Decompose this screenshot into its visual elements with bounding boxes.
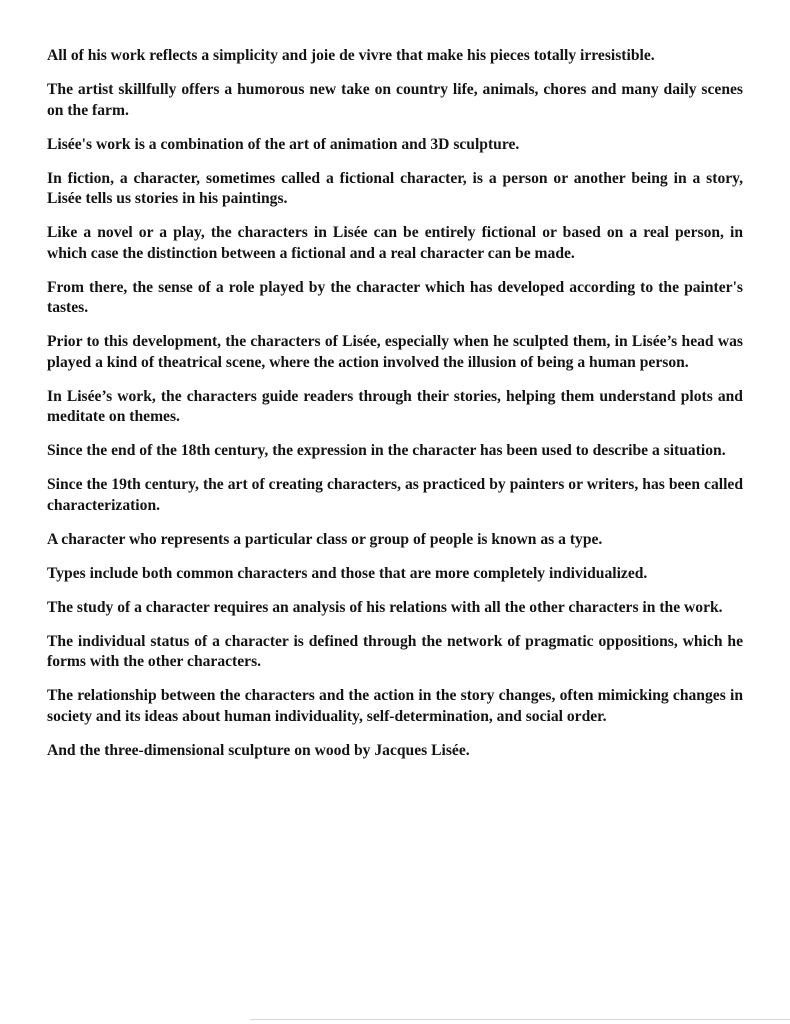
paragraph-4: In fiction, a character, sometimes called a fictional character, is a person or another being in a story, Lisée tells us stories in his paintings. [47,169,743,207]
paragraph-10: Since the 19th century, the art of creating characters, as practiced by painters or writers, has been called characterization. [47,476,743,514]
paragraph-13: The study of a character requires an analysis of his relations with all the other characters in the work. [47,598,723,616]
paragraph-12: Types include both common characters and those that are more completely individualized. [47,564,648,582]
paragraph-9: Since the end of the 18th century, the expression in the character has been used to describe a situation. [47,442,726,459]
paragraph-14: The individual status of a character is defined through the network of pragmatic oppositions, which he forms with the other characters. [47,632,743,670]
paragraph-6: From there, the sense of a role played by the character which has developed according to the painter's tastes. [47,278,743,316]
paragraph-7: Prior to this development, the characters of Lisée, especially when he sculpted them, in Lisée’s head was played a kind of theatrical scene, where the action involved the illusion of being a human person. [47,333,743,371]
paragraph-8: In Lisée’s work, the characters guide readers through their stories, helping them understand plots and meditate on themes. [47,387,743,425]
paragraph-1: All of his work reflects a simplicity and joie de vivre that make his pieces totally irresistible. [47,47,655,64]
bottom-rule [250,1019,790,1020]
paragraph-2: The artist skillfully offers a humorous new take on country life, animals, chores and many daily scenes on the farm. [47,81,743,119]
paragraph-5: Like a novel or a play, the characters in Lisée can be entirely fictional or based on a real person, in which case the distinction between a fictional and a real character can be made. [47,224,743,262]
paragraph-11: A character who represents a particular class or group of people is known as a type. [47,530,603,548]
paragraph-3: Lisée's work is a combination of the art of animation and 3D sculpture. [47,135,520,153]
document-page [47,46,743,775]
paragraph-16: And the three-dimensional sculpture on wood by Jacques Lisée. [47,741,470,759]
paragraph-15: The relationship between the characters and the action in the story changes, often mimicking changes in society and its ideas about human individuality, self-determination, and social order. [47,687,743,725]
